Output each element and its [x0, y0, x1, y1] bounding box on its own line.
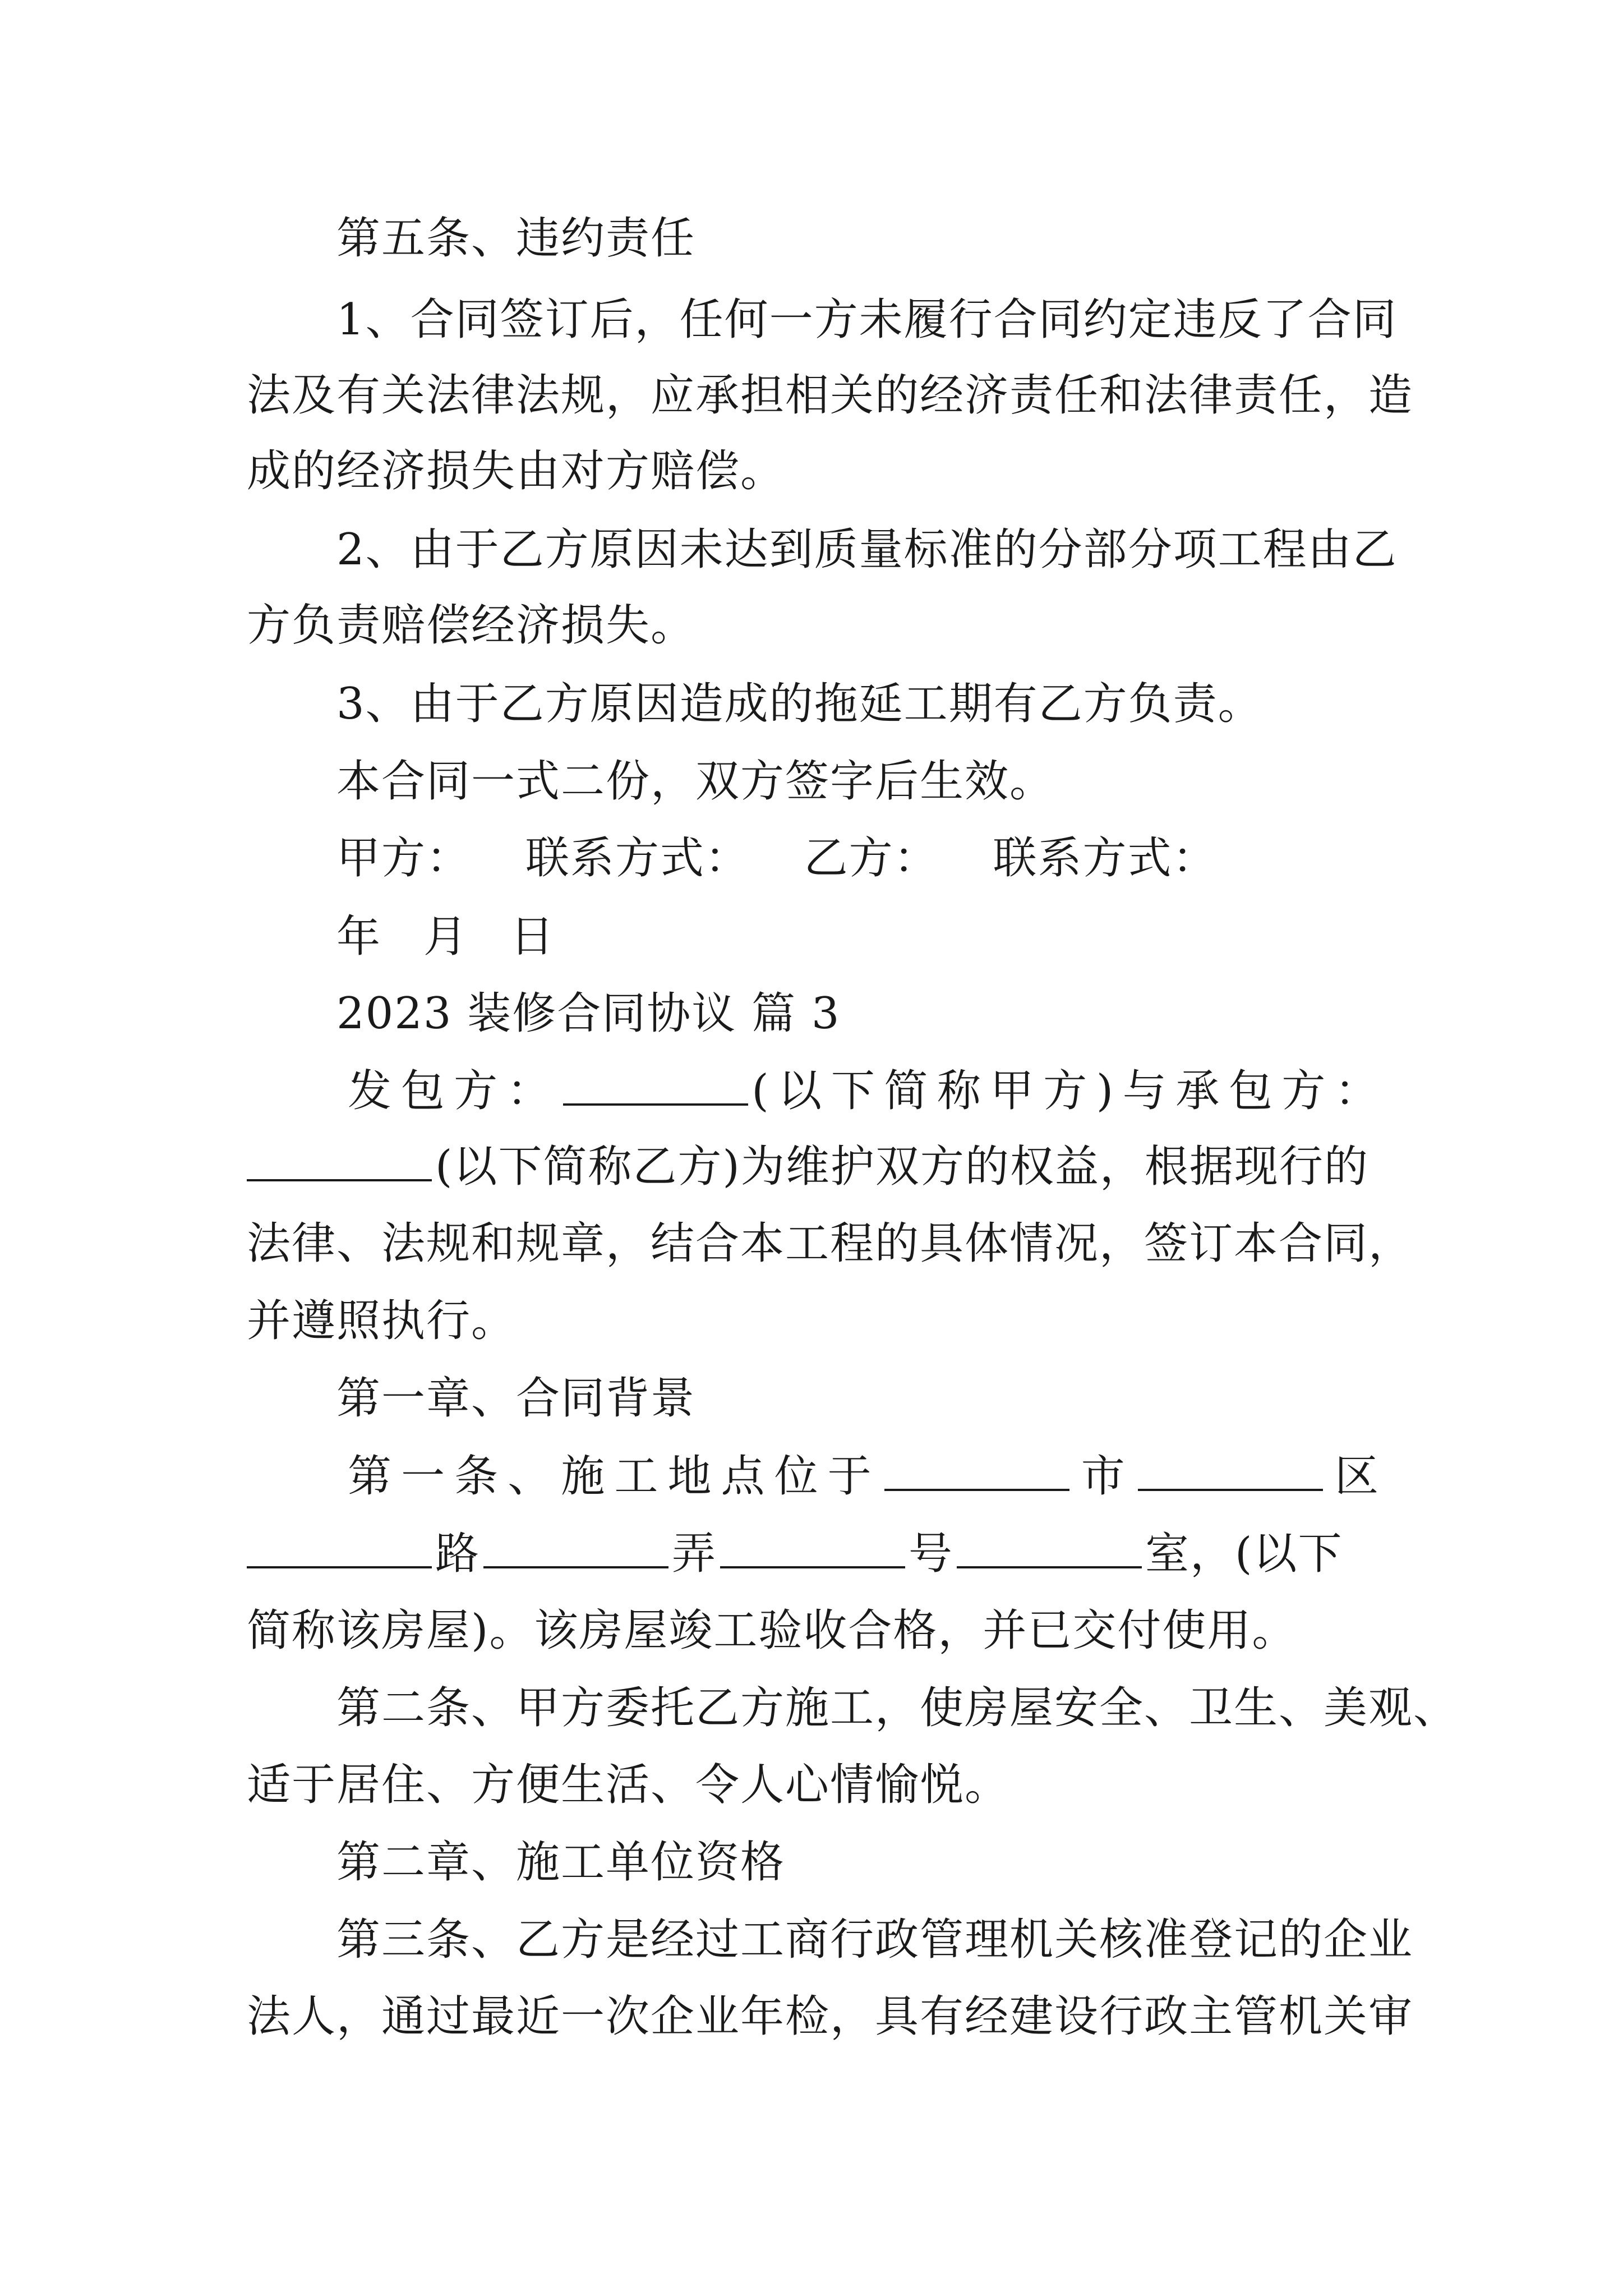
intro-line-4: 并遵照执行。 [247, 1296, 517, 1346]
city-blank [884, 1450, 1069, 1491]
district-label: 区 [1326, 1451, 1380, 1502]
article-2-line-1: 第二条、甲方委托乙方施工，使房屋安全、卫生、美观、 [336, 1683, 1459, 1733]
road-label: 路 [435, 1529, 481, 1579]
intro-line-2-text: (以下简称乙方)为维护双方的权益，根据现行的 [435, 1142, 1369, 1192]
number-blank [720, 1527, 905, 1568]
client-name-blank [563, 1064, 748, 1106]
article-1-line-3: 简称该房屋)。该房屋竣工验收合格，并已交付使用。 [247, 1605, 1297, 1656]
city-label: 市 [1072, 1451, 1135, 1502]
intro-line-1-rest: (以下简称甲方)与承包方： [751, 1066, 1380, 1116]
intro-line-3: 法律、法规和规章，结合本工程的具体情况，签订本合同， [247, 1218, 1414, 1269]
contact-a-label: 联系方式： [525, 833, 750, 884]
article-1-line-2 [247, 1526, 1380, 1582]
room-blank [957, 1527, 1142, 1568]
party-a-label: 甲方： [336, 833, 472, 884]
article-5-item-3: 3、由于乙方原因造成的拖延工期有乙方负责。 [336, 679, 1263, 729]
date-line [336, 909, 1380, 965]
intro-line-1 [348, 1063, 1380, 1119]
article-5-heading: 第五条、违约责任 [336, 213, 696, 264]
article-1-label: 第一条、施工地点位于 [348, 1451, 881, 1502]
contact-b-label: 联系方式： [993, 833, 1218, 884]
chapter-1-heading: 第一章、合同背景 [336, 1373, 696, 1424]
article-3-line-2: 法人，通过最近一次企业年检，具有经建设行政主管机关审 [247, 1991, 1414, 2042]
number-label: 号 [909, 1529, 954, 1579]
article-5-item-2-line-2: 方负责赔偿经济损失。 [247, 600, 696, 651]
date-month: 月 [423, 912, 468, 962]
date-day: 日 [510, 912, 555, 962]
article-5-item-1-line-1: 1、合同签订后，任何一方未履行合同约定违反了合同 [336, 295, 1398, 345]
client-label: 发包方： [348, 1066, 560, 1116]
article-5-item-2-line-1: 2、由于乙方原因未达到质量标准的分部分项工程由乙 [336, 524, 1398, 575]
date-year: 年 [336, 912, 382, 962]
lane-label: 弄 [672, 1529, 717, 1579]
lane-blank [483, 1527, 668, 1568]
article-1-line-1 [348, 1448, 1380, 1504]
article-3-line-1: 第三条、乙方是经过工商行政管理机关核准登记的企业 [336, 1915, 1414, 1965]
room-label: 室，(以下 [1145, 1529, 1343, 1579]
district-blank [1138, 1450, 1323, 1491]
article-5-item-1-line-2: 法及有关法律法规，应承担相关的经济责任和法律责任，造 [247, 370, 1414, 421]
party-b-label: 乙方： [804, 833, 939, 884]
section-3-title: 2023 装修合同协议 篇 3 [336, 988, 841, 1039]
article-2-line-2: 适于居住、方便生活、令人心情愉悦。 [247, 1760, 1010, 1810]
contractor-name-blank [247, 1140, 432, 1181]
intro-line-2 [247, 1139, 1380, 1195]
road-blank [247, 1527, 432, 1568]
signature-line [336, 830, 1380, 886]
article-5-item-1-line-3: 成的经济损失由对方赔偿。 [247, 446, 786, 496]
chapter-2-heading: 第二章、施工单位资格 [336, 1837, 786, 1888]
copies-clause: 本合同一式二份，双方签字后生效。 [336, 756, 1055, 807]
